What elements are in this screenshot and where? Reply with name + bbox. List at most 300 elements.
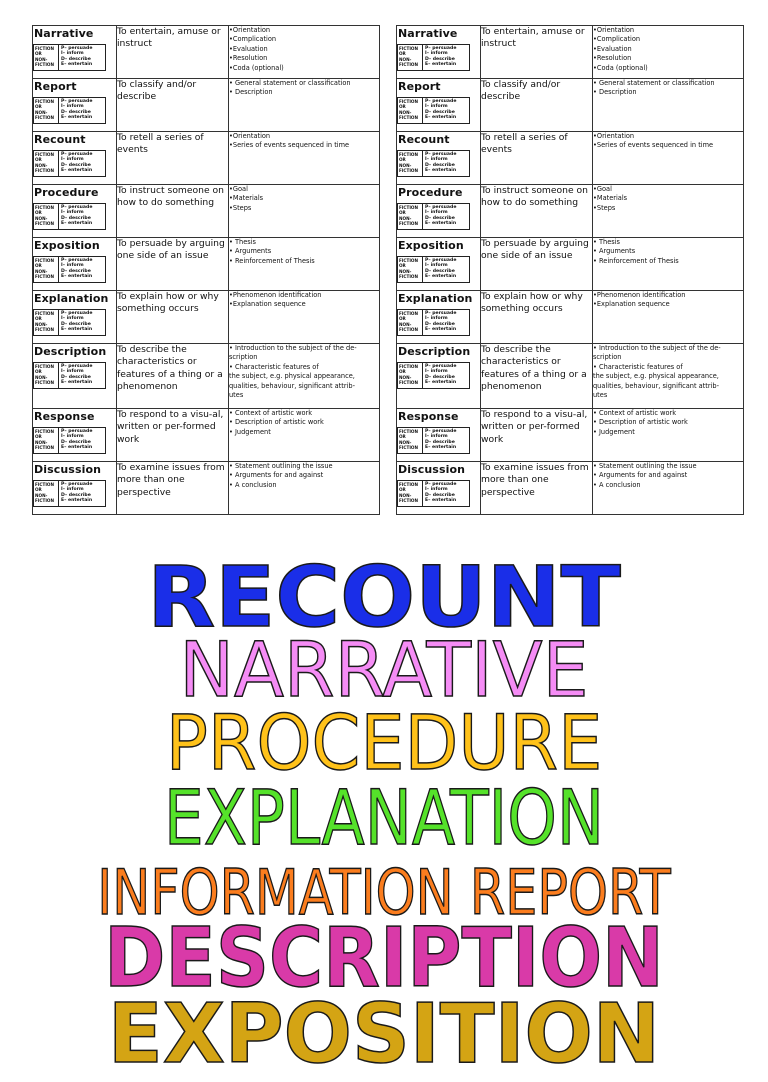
- structure-item: utes: [229, 391, 244, 400]
- genre-row: [397, 26, 744, 79]
- key-fiction-line: NON-: [35, 109, 48, 115]
- key-purpose-code: D– describe: [425, 374, 455, 380]
- key-purpose-code: I– inform: [425, 51, 448, 57]
- genre-purpose: To explain how or why something occurs: [481, 291, 593, 344]
- key-fiction-label: [398, 481, 423, 506]
- key-purpose-code: E– entertain: [425, 221, 457, 227]
- key-fiction-line: FICTION: [35, 46, 54, 51]
- purpose-key-box: [397, 203, 470, 230]
- key-purpose-codes: [59, 45, 105, 70]
- key-purpose-code: E– entertain: [425, 115, 457, 121]
- key-purpose-code: P– persuade: [61, 364, 93, 369]
- key-fiction-line: NON-: [35, 56, 48, 62]
- genre-name: Exposition: [34, 239, 100, 252]
- key-fiction-label: [398, 204, 423, 229]
- key-purpose-code: E– entertain: [61, 445, 93, 451]
- structure-item: • Thesis: [229, 238, 256, 246]
- genre-row: [397, 79, 744, 132]
- structure-item: • Description: [593, 88, 637, 97]
- key-purpose-code: I– inform: [61, 157, 84, 163]
- key-purpose-codes: [59, 428, 105, 453]
- key-purpose-code: E– entertain: [425, 327, 457, 333]
- genre-name: Response: [398, 410, 459, 423]
- genre-row: [397, 409, 744, 462]
- genre-name-cell: [33, 26, 117, 79]
- key-purpose-code: D– describe: [425, 56, 455, 62]
- key-purpose-code: E– entertain: [425, 498, 457, 504]
- key-purpose-code: D– describe: [61, 439, 91, 445]
- genre-row: [397, 185, 744, 238]
- key-fiction-line: OR: [399, 369, 406, 375]
- key-purpose-code: D– describe: [61, 56, 91, 62]
- key-fiction-label: [34, 204, 59, 229]
- key-purpose-code: D– describe: [61, 321, 91, 327]
- key-purpose-code: I– inform: [61, 210, 84, 216]
- key-purpose-code: D– describe: [425, 215, 455, 221]
- structure-item: • A conclusion: [593, 480, 641, 489]
- structure-item: •Explanation sequence: [229, 300, 306, 309]
- genre-name: Description: [34, 345, 107, 358]
- key-fiction-line: NON-: [35, 492, 48, 498]
- key-purpose-code: I– inform: [425, 263, 448, 269]
- genre-structure: [229, 185, 380, 238]
- genre-purpose: To entertain, amuse or instruct: [481, 26, 593, 79]
- key-fiction-line: FICTION: [35, 99, 54, 104]
- key-fiction-line: NON-: [399, 162, 412, 168]
- key-fiction-line: OR: [35, 104, 42, 110]
- genre-purpose: To describe the characteristics or features of a thing or a phenomenon: [117, 344, 229, 409]
- genre-structure: [593, 26, 744, 79]
- key-fiction-line: FICTION: [35, 498, 54, 504]
- purpose-key-box: [397, 427, 470, 454]
- structure-item: qualities, behaviour, significant attrib-: [229, 381, 355, 390]
- key-fiction-line: FICTION: [399, 498, 418, 504]
- genre-name: Description: [398, 345, 471, 358]
- structure-item: •Evaluation: [229, 44, 268, 53]
- key-purpose-code: P– persuade: [425, 364, 457, 369]
- key-purpose-codes: [59, 257, 105, 282]
- genre-name: Response: [34, 410, 95, 423]
- structure-item: • Description of artistic work: [593, 418, 688, 427]
- genre-row: [397, 344, 744, 409]
- key-fiction-line: FICTION: [35, 152, 54, 157]
- key-fiction-line: FICTION: [35, 221, 54, 227]
- purpose-key-box: [397, 44, 470, 71]
- key-fiction-line: FICTION: [399, 482, 418, 487]
- key-purpose-codes: [423, 310, 469, 335]
- genre-name: Narrative: [398, 27, 458, 40]
- key-purpose-code: E– entertain: [61, 274, 93, 280]
- key-purpose-codes: [59, 310, 105, 335]
- key-fiction-line: FICTION: [399, 258, 418, 263]
- structure-item: • Judgement: [229, 427, 271, 436]
- structure-item: scription: [593, 353, 622, 362]
- genre-name-cell: [397, 462, 481, 515]
- key-fiction-line: NON-: [35, 215, 48, 221]
- genre-row: [397, 462, 744, 515]
- genre-structure: [229, 132, 380, 185]
- key-purpose-codes: [423, 151, 469, 176]
- key-purpose-code: P– persuade: [61, 429, 93, 434]
- genre-name-cell: [33, 238, 117, 291]
- key-fiction-label: [398, 98, 423, 123]
- key-fiction-label: [34, 98, 59, 123]
- genre-name: Discussion: [34, 463, 102, 476]
- key-purpose-code: I– inform: [61, 316, 84, 322]
- key-fiction-label: [398, 428, 423, 453]
- key-purpose-codes: [423, 204, 469, 229]
- structure-item: •Orientation: [593, 26, 635, 34]
- structure-item: •Complication: [229, 35, 277, 44]
- genre-name-cell: [33, 462, 117, 515]
- key-fiction-line: OR: [35, 157, 42, 163]
- genre-name-cell: [397, 132, 481, 185]
- structure-item: • Context of artistic work: [593, 409, 677, 417]
- key-fiction-line: NON-: [35, 268, 48, 274]
- genre-name-cell: [397, 185, 481, 238]
- genre-name: Report: [34, 80, 77, 93]
- key-fiction-line: FICTION: [399, 380, 418, 386]
- structure-item: •Steps: [229, 203, 252, 212]
- genre-name: Procedure: [398, 186, 463, 199]
- key-fiction-line: FICTION: [399, 152, 418, 157]
- key-purpose-code: I– inform: [425, 369, 448, 375]
- key-purpose-code: E– entertain: [425, 168, 457, 174]
- genre-purpose: To classify and/or describe: [117, 79, 229, 132]
- key-fiction-line: OR: [399, 434, 406, 440]
- key-purpose-code: P– persuade: [61, 99, 93, 104]
- purpose-key-box: [33, 150, 106, 177]
- key-fiction-line: FICTION: [399, 62, 418, 68]
- purpose-key-box: [397, 362, 470, 389]
- key-purpose-code: I– inform: [61, 369, 84, 375]
- genre-row: [33, 291, 380, 344]
- genre-row: [33, 409, 380, 462]
- genre-purpose: To examine issues from more than one perspective: [117, 462, 229, 515]
- genre-name: Recount: [34, 133, 86, 146]
- structure-item: •Resolution: [229, 54, 268, 63]
- genre-purpose: To retell a series of events: [117, 132, 229, 185]
- genre-purpose: To persuade by arguing one side of an issue: [117, 238, 229, 291]
- key-purpose-code: I– inform: [425, 316, 448, 322]
- key-fiction-label: [34, 310, 59, 335]
- structure-item: •Phenomenon identification: [593, 291, 686, 299]
- purpose-key-box: [397, 256, 470, 283]
- key-fiction-label: [398, 363, 423, 388]
- key-purpose-codes: [423, 257, 469, 282]
- key-fiction-line: FICTION: [35, 274, 54, 280]
- purpose-key-box: [397, 150, 470, 177]
- key-fiction-line: FICTION: [399, 311, 418, 316]
- key-purpose-codes: [59, 204, 105, 229]
- key-purpose-code: I– inform: [61, 263, 84, 269]
- key-fiction-line: OR: [35, 210, 42, 216]
- key-fiction-line: OR: [35, 434, 42, 440]
- genre-name: Explanation: [398, 292, 473, 305]
- structure-item: the subject, e.g. physical appearance,: [229, 372, 355, 381]
- structure-item: • Description: [229, 88, 273, 97]
- genre-structure: [229, 462, 380, 515]
- key-purpose-code: E– entertain: [425, 62, 457, 68]
- genre-structure: [229, 238, 380, 291]
- key-purpose-codes: [423, 481, 469, 506]
- key-purpose-code: P– persuade: [61, 46, 93, 51]
- key-fiction-line: OR: [399, 104, 406, 110]
- key-fiction-line: FICTION: [35, 115, 54, 121]
- structure-item: •Orientation: [593, 132, 635, 140]
- word-art-description: DESCRIPTION: [104, 911, 664, 1006]
- structure-item: •Materials: [229, 194, 264, 203]
- key-purpose-codes: [423, 98, 469, 123]
- genre-structure: [593, 462, 744, 515]
- word-art-exposition: EXPOSITION: [107, 987, 661, 1082]
- genre-purpose: To examine issues from more than one perspective: [481, 462, 593, 515]
- key-fiction-line: OR: [35, 316, 42, 322]
- genre-name-cell: [397, 291, 481, 344]
- structure-item: • Reinforcement of Thesis: [229, 256, 315, 265]
- genre-name: Discussion: [398, 463, 466, 476]
- key-purpose-code: E– entertain: [425, 274, 457, 280]
- key-purpose-code: E– entertain: [61, 498, 93, 504]
- word-art-procedure: PROCEDURE: [165, 698, 603, 787]
- structure-item: • Characteristic features of: [229, 362, 319, 371]
- key-purpose-code: I– inform: [425, 434, 448, 440]
- key-fiction-line: FICTION: [35, 62, 54, 68]
- key-purpose-code: D– describe: [61, 162, 91, 168]
- structure-item: • Introduction to the subject of the de-: [593, 344, 721, 352]
- key-purpose-code: P– persuade: [61, 311, 93, 316]
- key-purpose-codes: [59, 481, 105, 506]
- key-fiction-line: NON-: [35, 374, 48, 380]
- key-fiction-line: FICTION: [35, 205, 54, 210]
- purpose-key-box: [33, 256, 106, 283]
- key-purpose-code: P– persuade: [425, 99, 457, 104]
- key-purpose-code: P– persuade: [425, 152, 457, 157]
- key-purpose-codes: [59, 151, 105, 176]
- structure-item: •Series of events sequenced in time: [593, 141, 714, 150]
- key-fiction-line: OR: [399, 316, 406, 322]
- structure-item: •Orientation: [229, 132, 271, 140]
- purpose-key-box: [33, 203, 106, 230]
- structure-item: • Arguments for and against: [229, 471, 324, 480]
- key-fiction-line: NON-: [399, 109, 412, 115]
- key-fiction-line: NON-: [399, 492, 412, 498]
- genre-name-cell: [33, 344, 117, 409]
- genre-row: [33, 238, 380, 291]
- genre-structure: [593, 238, 744, 291]
- key-purpose-code: E– entertain: [61, 62, 93, 68]
- genre-structure: [229, 409, 380, 462]
- genre-name: Recount: [398, 133, 450, 146]
- key-purpose-code: P– persuade: [61, 152, 93, 157]
- genre-structure: [593, 409, 744, 462]
- key-purpose-code: E– entertain: [425, 380, 457, 386]
- structure-item: •Resolution: [593, 54, 632, 63]
- key-fiction-line: FICTION: [35, 445, 54, 451]
- key-purpose-code: P– persuade: [425, 482, 457, 487]
- key-fiction-label: [34, 428, 59, 453]
- structure-item: • General statement or classification: [593, 79, 715, 87]
- key-fiction-label: [34, 481, 59, 506]
- structure-item: • Judgement: [593, 427, 635, 436]
- key-fiction-line: FICTION: [399, 168, 418, 174]
- structure-item: •Evaluation: [593, 44, 632, 53]
- structure-item: • Thesis: [593, 238, 620, 246]
- genre-purpose: To explain how or why something occurs: [117, 291, 229, 344]
- key-purpose-code: I– inform: [61, 487, 84, 493]
- key-purpose-code: D– describe: [425, 162, 455, 168]
- key-fiction-line: FICTION: [399, 205, 418, 210]
- key-purpose-code: I– inform: [425, 487, 448, 493]
- structure-item: •Explanation sequence: [593, 300, 670, 309]
- key-fiction-line: OR: [399, 51, 406, 57]
- key-fiction-label: [34, 363, 59, 388]
- key-purpose-code: P– persuade: [425, 46, 457, 51]
- key-purpose-codes: [423, 428, 469, 453]
- genre-row: [33, 132, 380, 185]
- structure-item: • Arguments: [593, 247, 636, 256]
- key-fiction-line: NON-: [399, 215, 412, 221]
- genre-structure: [593, 185, 744, 238]
- genre-row: [397, 291, 744, 344]
- key-purpose-code: P– persuade: [61, 482, 93, 487]
- genre-purpose: To persuade by arguing one side of an issue: [481, 238, 593, 291]
- key-fiction-line: OR: [35, 51, 42, 57]
- genre-row: [397, 132, 744, 185]
- key-fiction-line: OR: [35, 487, 42, 493]
- genre-structure: [229, 291, 380, 344]
- structure-item: •Materials: [593, 194, 628, 203]
- key-fiction-line: FICTION: [399, 429, 418, 434]
- key-fiction-line: FICTION: [399, 46, 418, 51]
- key-fiction-line: FICTION: [35, 168, 54, 174]
- structure-item: • General statement or classification: [229, 79, 351, 87]
- key-fiction-line: FICTION: [399, 221, 418, 227]
- genre-name-cell: [397, 79, 481, 132]
- key-fiction-line: FICTION: [399, 115, 418, 121]
- purpose-key-box: [397, 309, 470, 336]
- genre-name-cell: [397, 409, 481, 462]
- genre-structure: [593, 344, 744, 409]
- key-purpose-code: P– persuade: [61, 258, 93, 263]
- structure-item: •Steps: [593, 203, 616, 212]
- structure-item: •Coda (optional): [229, 63, 284, 72]
- structure-item: qualities, behaviour, significant attrib-: [593, 381, 719, 390]
- key-purpose-code: D– describe: [61, 492, 91, 498]
- key-purpose-codes: [423, 363, 469, 388]
- genre-structure: [229, 344, 380, 409]
- genre-row: [33, 462, 380, 515]
- genre-purpose: To describe the characteristics or features of a thing or a phenomenon: [481, 344, 593, 409]
- structure-item: the subject, e.g. physical appearance,: [593, 372, 719, 381]
- key-purpose-code: E– entertain: [61, 168, 93, 174]
- key-fiction-line: NON-: [35, 439, 48, 445]
- structure-item: • Description of artistic work: [229, 418, 324, 427]
- structure-item: utes: [593, 391, 608, 400]
- key-fiction-line: OR: [35, 263, 42, 269]
- genre-purpose: To respond to a visu-al, written or per-formed work: [481, 409, 593, 462]
- genre-name: Explanation: [34, 292, 109, 305]
- genre-name: Narrative: [34, 27, 94, 40]
- structure-item: • Arguments: [229, 247, 272, 256]
- key-fiction-line: OR: [399, 487, 406, 493]
- genre-structure: [229, 79, 380, 132]
- key-purpose-code: D– describe: [61, 268, 91, 274]
- structure-item: •Phenomenon identification: [229, 291, 322, 299]
- structure-item: • Characteristic features of: [593, 362, 683, 371]
- key-fiction-line: FICTION: [35, 311, 54, 316]
- key-fiction-line: FICTION: [399, 364, 418, 369]
- genre-name: Exposition: [398, 239, 464, 252]
- word-art-explanation: EXPLANATION: [163, 773, 605, 862]
- structure-item: •Series of events sequenced in time: [229, 141, 350, 150]
- key-fiction-label: [398, 257, 423, 282]
- genre-row: [33, 79, 380, 132]
- genre-name: Report: [398, 80, 441, 93]
- key-purpose-code: D– describe: [61, 215, 91, 221]
- key-purpose-code: P– persuade: [425, 258, 457, 263]
- structure-item: scription: [229, 353, 258, 362]
- structure-item: •Goal: [229, 185, 248, 193]
- structure-item: •Coda (optional): [593, 63, 648, 72]
- key-fiction-line: FICTION: [35, 327, 54, 333]
- key-purpose-code: I– inform: [61, 51, 84, 57]
- key-fiction-line: FICTION: [399, 445, 418, 451]
- key-fiction-line: FICTION: [35, 258, 54, 263]
- key-purpose-codes: [423, 45, 469, 70]
- key-purpose-codes: [59, 363, 105, 388]
- key-fiction-line: NON-: [35, 321, 48, 327]
- key-fiction-line: NON-: [399, 374, 412, 380]
- purpose-key-box: [33, 309, 106, 336]
- key-purpose-code: P– persuade: [425, 311, 457, 316]
- key-fiction-label: [398, 45, 423, 70]
- structure-item: • Statement outlining the issue: [229, 462, 333, 470]
- key-fiction-line: FICTION: [35, 429, 54, 434]
- key-fiction-line: OR: [399, 210, 406, 216]
- key-purpose-code: I– inform: [425, 104, 448, 110]
- key-fiction-label: [34, 257, 59, 282]
- structure-item: •Goal: [593, 185, 612, 193]
- key-fiction-line: FICTION: [35, 364, 54, 369]
- purpose-key-box: [33, 480, 106, 507]
- word-art-information-report: INFORMATION REPORT: [97, 856, 671, 929]
- structure-item: • Statement outlining the issue: [593, 462, 697, 470]
- key-purpose-codes: [59, 98, 105, 123]
- key-purpose-code: E– entertain: [425, 445, 457, 451]
- word-art-narrative: NARRATIVE: [179, 625, 589, 714]
- key-fiction-label: [398, 151, 423, 176]
- genre-structure: [229, 26, 380, 79]
- genre-name-cell: [397, 238, 481, 291]
- key-fiction-line: OR: [35, 369, 42, 375]
- key-fiction-line: FICTION: [35, 482, 54, 487]
- key-purpose-code: I– inform: [425, 210, 448, 216]
- structure-item: • Context of artistic work: [229, 409, 313, 417]
- key-fiction-line: FICTION: [399, 274, 418, 280]
- structure-item: • Reinforcement of Thesis: [593, 256, 679, 265]
- genre-purpose: To retell a series of events: [481, 132, 593, 185]
- key-fiction-line: OR: [399, 157, 406, 163]
- key-purpose-code: D– describe: [425, 321, 455, 327]
- genre-name-cell: [33, 79, 117, 132]
- purpose-key-box: [33, 362, 106, 389]
- genre-row: [33, 344, 380, 409]
- structure-item: • Arguments for and against: [593, 471, 688, 480]
- genre-row: [33, 185, 380, 238]
- key-purpose-code: D– describe: [61, 374, 91, 380]
- genre-purpose: To instruct someone on how to do something: [481, 185, 593, 238]
